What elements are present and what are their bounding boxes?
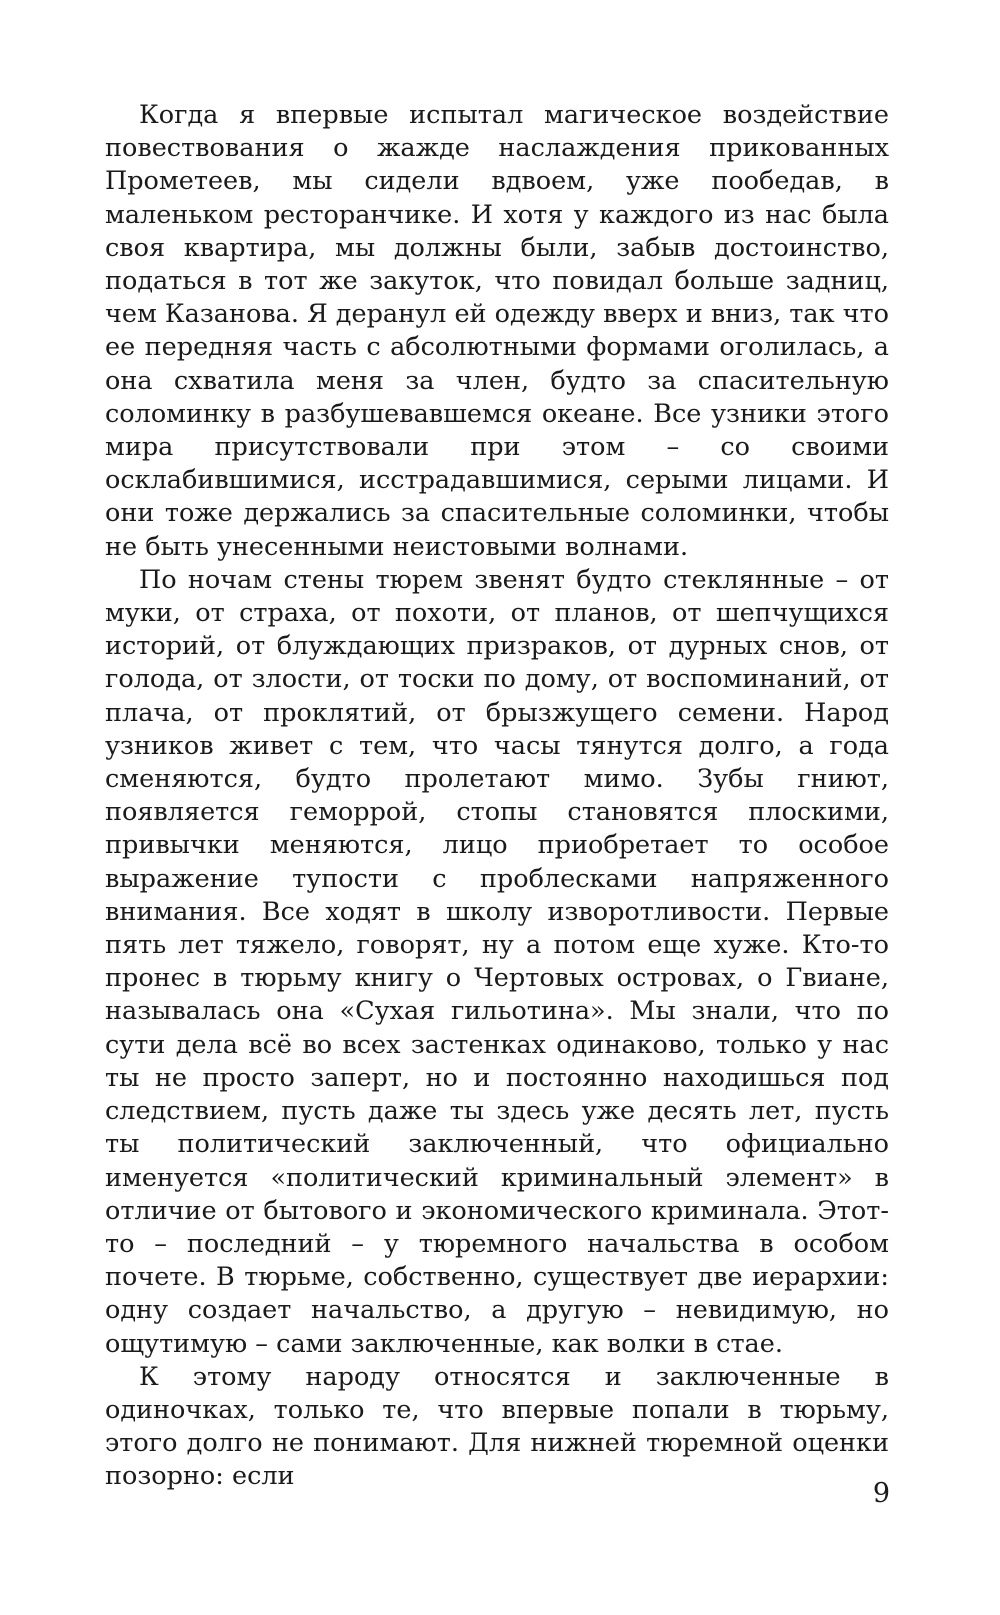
paragraph-1: Когда я впервые испытал магическое воздействие повествования о жажде наслаждения прикованных Прометеев, мы сидели вдвоем, уже пообедав, в маленьком ресторанчике. И хотя у каждого из нас была своя квартира, мы должны были, забыв достоинство, податься в тот же закуток, что повидал больше задниц, чем Казанова. Я деранул ей одежду вверх и вниз, так что ее передняя часть с абсолютными формами оголилась, а она схватила меня за член, будто за спасительную соломинку в разбушевавшемся океане. Все узники этого мира присутствовали при этом – со своими осклабившимися, исстрадавшимися, серыми лицами. И они тоже держались за спасительные соломинки, чтобы не быть унесенными неистовыми волнами. [105, 100, 889, 562]
paragraph-3: К этому народу относятся и заключенные в одиночках, только те, что впервые попали в тюрьму, этого долго не понимают. Для нижней тюремной оценки позорно: если [105, 1361, 889, 1492]
paragraph-2: По ночам стены тюрем звенят будто стеклянные – от муки, от страха, от похоти, от планов, от шепчущихся историй, от блуждающих призраков, от дурных снов, от голода, от злости, от тоски по дому, от воспоминаний, от плача, от проклятий, от брызжущего семени. Народ узников живет с тем, что часы тянутся долго, а года сменяются, будто пролетают мимо. Зубы гниют, появляется геморрой, стопы становятся плоскими, привычки меняются, лицо приобретает то особое выражение тупости с проблесками напряженного внимания. Все ходят в школу изворотливости. Первые пять лет тяжело, говорят, ну а потом еще хуже. Кто-то пронес в тюрьму книгу о Чертовых островах, о Гвиане, называлась она «Сухая гильотина». Мы знали, что по сути дела всё во всех застенках одинаково, только у нас ты не просто заперт, но и постоянно находишься под следствием, пусть даже ты здесь уже десять лет, пусть ты политический заключенный, что официально именуется «политический криминальный элемент» в отличие от бытового и экономического криминала. Этот-то – последний – у тюремного начальства в особом почете. В тюрьме, собственно, существует две иерархии: одну создает начальство, а другую – невидимую, но ощутимую – сами заключенные, как волки в стае. [105, 564, 889, 1359]
page-number: 9 [872, 1478, 890, 1509]
body-text [105, 99, 889, 1494]
